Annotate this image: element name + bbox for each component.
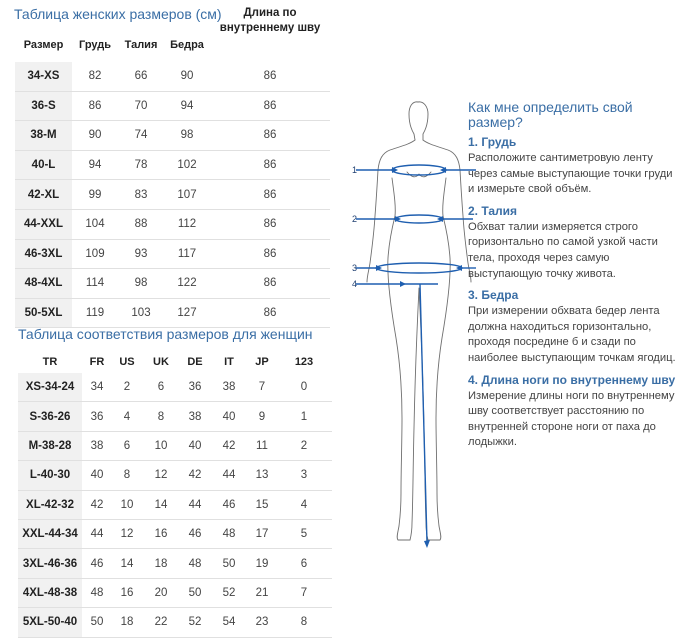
table-cell: 38	[180, 402, 210, 431]
table-row	[15, 121, 330, 151]
guide-heading-chest: 1. Грудь	[468, 135, 517, 149]
table-cell: 16	[112, 578, 142, 607]
guide-text-inseam: Измерение длины ноги по внутреннему шву соответствует расстоянию по внутренней стороне ноги от паха до лодыжки.	[468, 389, 675, 449]
table-cell: 94	[164, 91, 210, 121]
table-cell: 48	[180, 549, 210, 578]
table-row	[15, 209, 330, 239]
table-cell: 112	[164, 209, 210, 239]
row-label-cell: 48-4XL	[15, 269, 72, 299]
col-header-hips: Бедра	[170, 39, 204, 51]
table-cell: 74	[118, 121, 164, 151]
table-cell: 8	[276, 608, 332, 637]
table-cell: 23	[248, 608, 276, 637]
table-cell: 66	[118, 62, 164, 91]
torso-left-outline	[367, 140, 415, 540]
head-outline	[409, 102, 418, 140]
marker-2: 2	[352, 214, 358, 224]
table-cell: 98	[164, 121, 210, 151]
table-cell: 90	[72, 121, 118, 151]
table-cell: 40	[82, 461, 112, 490]
row-label-cell: 50-5XL	[15, 298, 72, 328]
table-row	[18, 461, 332, 490]
table-cell: 119	[72, 298, 118, 328]
guide-heading-inseam: 4. Длина ноги по внутреннему шву	[468, 372, 676, 387]
row-label-cell: 40-L	[15, 150, 72, 180]
table-cell: 86	[210, 91, 330, 121]
col-header-chest: Грудь	[79, 39, 111, 51]
col-header-size: Размер	[23, 39, 64, 51]
table-cell: 52	[180, 608, 210, 637]
row-label-cell: L-40-30	[18, 461, 82, 490]
table-cell: 50	[180, 578, 210, 607]
table-row	[18, 578, 332, 607]
col-header-waist: Талия	[124, 39, 158, 51]
table-cell: 18	[112, 608, 142, 637]
table-cell: 86	[210, 121, 330, 151]
table-cell: 2	[276, 431, 332, 460]
col-header-123: 123	[294, 355, 314, 368]
guide-text-chest: Расположите сантиметровую ленту через самые выступающие точки груди и измерьте свой объём.	[468, 152, 673, 196]
row-label-cell: 5XL-50-40	[18, 608, 82, 637]
table-cell: 127	[164, 298, 210, 328]
table-cell: 83	[118, 180, 164, 210]
conversion-table-title: Таблица соответствия размеров для женщин	[18, 326, 313, 342]
table-cell: 78	[118, 150, 164, 180]
table-cell: 104	[72, 209, 118, 239]
table-cell: 38	[210, 373, 248, 402]
table-row	[15, 298, 330, 328]
row-label-cell: 44-XXL	[15, 209, 72, 239]
table-cell: 50	[82, 608, 112, 637]
table-cell: 4	[276, 490, 332, 519]
table-cell: 86	[210, 209, 330, 239]
table-row	[18, 431, 332, 460]
table-cell: 0	[276, 373, 332, 402]
guide-title: Как мне определить свой размер?	[468, 99, 633, 130]
table-cell: 86	[210, 180, 330, 210]
row-label-cell: 46-3XL	[15, 239, 72, 269]
table-cell: 86	[210, 269, 330, 299]
table-cell: 36	[180, 373, 210, 402]
row-label-cell: 4XL-48-38	[18, 578, 82, 607]
table-cell: 3	[276, 461, 332, 490]
row-label-cell: XXL-44-34	[18, 519, 82, 548]
table-cell: 86	[210, 150, 330, 180]
col-header-de: DE	[187, 355, 203, 368]
row-label-cell: 3XL-46-36	[18, 549, 82, 578]
table-cell: 109	[72, 239, 118, 269]
table-cell: 117	[164, 239, 210, 269]
guide-text-waist: Обхват талии измеряется строго горизонтально по самой узкой части тела, проходя через самую выступающую точку живота.	[468, 220, 658, 280]
table-cell: 42	[82, 490, 112, 519]
table-cell: 36	[82, 402, 112, 431]
table-cell: 17	[248, 519, 276, 548]
row-label-cell: S-36-26	[18, 402, 82, 431]
table-cell: 70	[118, 91, 164, 121]
table-cell: 46	[180, 519, 210, 548]
conversion-table	[18, 350, 332, 638]
table-cell: 86	[210, 298, 330, 328]
table-cell: 40	[180, 431, 210, 460]
col-header-us: US	[119, 355, 135, 368]
table-cell: 11	[248, 431, 276, 460]
table-cell: 102	[164, 150, 210, 180]
row-label-cell: 38-M	[15, 121, 72, 151]
table-cell: 10	[142, 431, 180, 460]
table-row	[18, 402, 332, 431]
table-cell: 114	[72, 269, 118, 299]
table-cell: 7	[276, 578, 332, 607]
row-label-cell: 34-XS	[15, 62, 72, 91]
table-cell: 86	[210, 62, 330, 91]
marker-3: 3	[352, 263, 358, 273]
table-cell: 42	[210, 431, 248, 460]
torso-right-outline	[423, 140, 471, 540]
table-cell: 40	[210, 402, 248, 431]
table-cell: 9	[248, 402, 276, 431]
table-cell: 6	[112, 431, 142, 460]
table-cell: 99	[72, 180, 118, 210]
row-label-cell: 36-S	[15, 91, 72, 121]
table-cell: 15	[248, 490, 276, 519]
table-cell: 14	[142, 490, 180, 519]
table-cell: 4	[112, 402, 142, 431]
table-cell: 90	[164, 62, 210, 91]
table-cell: 42	[180, 461, 210, 490]
table-cell: 14	[112, 549, 142, 578]
table-cell: 16	[142, 519, 180, 548]
table-cell: 8	[142, 402, 180, 431]
table-cell: 6	[142, 373, 180, 402]
table-cell: 34	[82, 373, 112, 402]
marker-1: 1	[352, 165, 358, 175]
table-cell: 107	[164, 180, 210, 210]
table-row	[18, 490, 332, 519]
table-row	[15, 269, 330, 299]
table-cell: 44	[82, 519, 112, 548]
table-cell: 22	[142, 608, 180, 637]
table-cell: 94	[72, 150, 118, 180]
measurement-guide	[468, 100, 678, 458]
row-label-cell: 42-XL	[15, 180, 72, 210]
table-cell: 86	[210, 239, 330, 269]
table-cell: 6	[276, 549, 332, 578]
table-row	[15, 180, 330, 210]
col-header-tr: TR	[42, 355, 58, 368]
table-row	[18, 608, 332, 637]
table-cell: 46	[82, 549, 112, 578]
table-cell: 8	[112, 461, 142, 490]
table-cell: 19	[248, 549, 276, 578]
women-size-table-title: Таблица женских размеров (см)	[14, 6, 222, 22]
table-cell: 1	[276, 402, 332, 431]
table-row	[15, 62, 330, 91]
guide-heading-hips: 3. Бедра	[468, 288, 519, 303]
col-header-it: IT	[224, 355, 234, 368]
col-header-jp: JP	[255, 355, 269, 368]
table-cell: 82	[72, 62, 118, 91]
table-row	[18, 373, 332, 402]
table-row	[15, 91, 330, 121]
table-cell: 20	[142, 578, 180, 607]
body-measurement-figure	[352, 98, 482, 550]
table-cell: 44	[210, 461, 248, 490]
table-cell: 10	[112, 490, 142, 519]
table-row	[15, 239, 330, 269]
table-cell: 52	[210, 578, 248, 607]
row-label-cell: XL-42-32	[18, 490, 82, 519]
table-cell: 48	[82, 578, 112, 607]
table-cell: 88	[118, 209, 164, 239]
table-cell: 12	[142, 461, 180, 490]
table-cell: 7	[248, 373, 276, 402]
table-cell: 12	[112, 519, 142, 548]
marker-4: 4	[352, 279, 358, 289]
table-cell: 122	[164, 269, 210, 299]
table-cell: 38	[82, 431, 112, 460]
table-cell: 21	[248, 578, 276, 607]
table-cell: 5	[276, 519, 332, 548]
table-cell: 50	[210, 549, 248, 578]
table-cell: 54	[210, 608, 248, 637]
table-row	[18, 549, 332, 578]
col-header-inseam: Длина по внутреннему шву	[219, 7, 321, 34]
row-label-cell: M-38-28	[18, 431, 82, 460]
row-label-cell: XS-34-24	[18, 373, 82, 402]
table-row	[15, 150, 330, 180]
col-header-uk: UK	[153, 355, 169, 368]
table-cell: 98	[118, 269, 164, 299]
table-cell: 13	[248, 461, 276, 490]
col-header-fr: FR	[89, 355, 105, 368]
guide-text-hips: При измерении обхвата бедер лента должна находиться горизонтально, проходя посредине б и сзади по наиболее выступающим точкам ягодиц.	[468, 305, 676, 364]
table-cell: 44	[180, 490, 210, 519]
table-cell: 18	[142, 549, 180, 578]
guide-heading-waist: 2. Талия	[468, 203, 518, 218]
table-cell: 93	[118, 239, 164, 269]
table-cell: 86	[72, 91, 118, 121]
table-cell: 2	[112, 373, 142, 402]
table-row	[18, 519, 332, 548]
table-cell: 46	[210, 490, 248, 519]
table-cell: 103	[118, 298, 164, 328]
table-cell: 48	[210, 519, 248, 548]
